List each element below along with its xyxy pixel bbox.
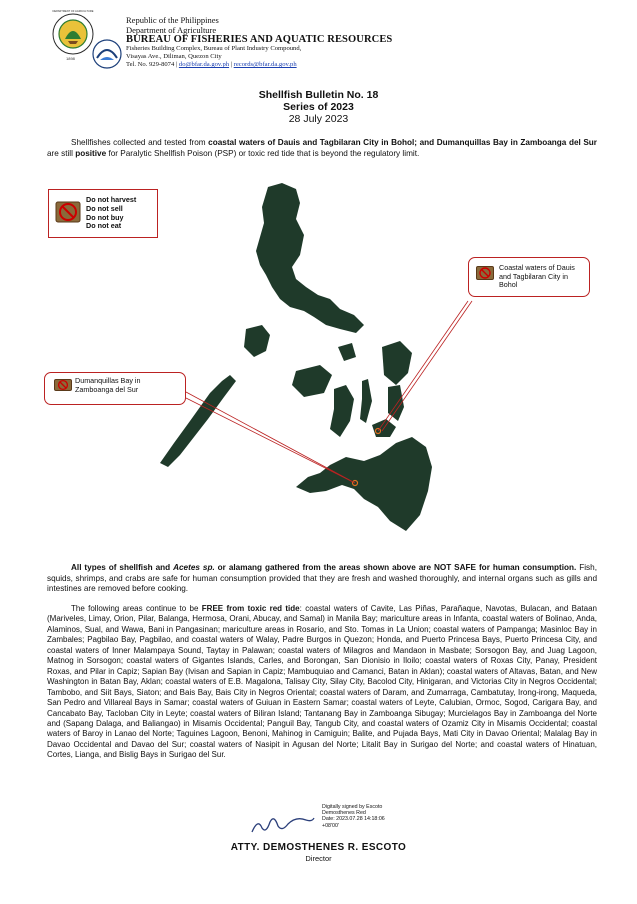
free-text-1: The following areas continue to be [71, 604, 202, 613]
department-line: Department of Agriculture [126, 25, 217, 35]
email-link-do[interactable]: do@bfar.da.gov.ph [178, 61, 230, 68]
zamboanga-callout-text: Dumanquillas Bay in Zamboanga del Sur [75, 376, 141, 394]
warning-line: Do not sell [86, 203, 123, 213]
stamp-line: +08'00' [322, 822, 339, 829]
free-heading: FREE from toxic red tide [201, 604, 300, 613]
bohol-callout [468, 257, 590, 297]
telephone: Tel. No. 929-8074 [126, 61, 175, 68]
address-line-1: Fisheries Building Complex, Bureau of Plant Industry Compound, [126, 45, 302, 52]
bulletin-series: Series of 2023 [283, 101, 354, 113]
zamboanga-callout [44, 372, 186, 405]
free-areas-list: : coastal waters of Cavite, Las Piñas, Parañaque, Navotas, Bulacan, and Bataan (Mariveles, Limay, Orion, Pilar, Balanga, Hermosa, Orani, Abucay, and Samal) in Manila Bay; mariculture areas in Infanta, coastal waters of Bolinao, Anda, Alaminos, Sual, and Wawa, Bani in Pangasinan; mariculture areas in Rosario, and Sto. Tomas in La Union; coastal waters of Pampanga; Masinloc Bay in Zambales; Pagbilao Bay, Pagbilao, and coastal waters of Walay, Padre Burgos in Quezon; Honda, and Puerto Princesa Bays, Puerto Princesa City, and coastal waters of Inner Malampaya Sound, Taytay in Palawan; coastal waters of Milagros and Mandaon in Masbate; Sorsogon Bay, and Juag Lagoon, Matnog in Sorsogon; coastal waters of Gigantes Islands, Carles, and Borongan, San Dionisio in Iloilo; coastal waters of Roxas City, Panay, President Roxas, and Pilar in Capiz; Sapian Bay (Ivisan and Sapian in Capiz; Mambuquiao and Camanci, Batan in Aklan); coastal waters of Altavas, Batan, and New Washington in Batan Bay, Aklan; coastal waters of E.B. Magalona, Talisay City, Silay City, Bacolod City, Hinigaran, and Victorias City in Negros Occidental; Tambobo, and Siit Bays, Siaton; and Bais Bay, Bais City in Negros Oriental; coastal waters of Daram, and Zumarraga, Cambatutay, Irong-irong, Maqueda, San Pedro and Villareal Bays in Samar; coastal waters of Guiuan in Eastern Samar; coastal waters of Leyte, Calubian, Ormoc, Sogod, Carigara Bay, and Cancabato Bay, Tacloban City in Leyte; coastal waters of Biliran Island; Tantanang Bay in Zamboanga Sibugay; Murcielagos Bay in Zamboanga del Norte and (Sapang Dalaga, and Baliangao) in Misamis Occidental; Panguil Bay, Tangub City, and coastal waters of Ozamiz City in Misamis Occidental; coastal waters of Baroy in Lanao del Norte; Taguines Lagoon, Benoni, Mahinog in Camiguin; Balite, and Pujada Bays, Mati City in Davao Oriental; Malalag Bay in Davao Occidental and Davao del Sur; coastal waters of Nasipit in Agusan del Norte; Litalit Bay in Surigao del Norte; and coastal waters of Hinatuan, Cortes, Lianga, and Bislig Bays in Surigao del Sur. [47, 604, 597, 760]
logo-year: 1898 [66, 56, 75, 61]
intro-text-3: for Paralytic Shellfish Poison (PSP) or toxic red tide that is beyond the regulatory limit. [106, 148, 420, 158]
da-logo-text: DEPARTMENT OF AGRICULTURE [52, 10, 94, 13]
bohol-callout-text: Coastal waters of Dauis and Tagbilaran City in Bohol [499, 263, 575, 290]
signatory-name: ATTY. DEMOSTHENES R. ESCOTO [230, 842, 407, 853]
stamp-line: Digitally signed by Escoto [322, 804, 383, 810]
intro-affected-areas: coastal waters of Dauis and Tagbilaran City in Bohol; and Dumanquillas Bay in Zamboanga del Sur [208, 138, 597, 147]
warning-line: Do not harvest [86, 195, 137, 204]
email-link-records[interactable]: records@bfar.da.gov.ph [233, 61, 297, 68]
address-line-2: Visayas Ave., Diliman, Quezon City [126, 53, 222, 60]
stamp-line: Date: 2023.07.28 14:18:06 [322, 816, 385, 823]
contact-line: Tel. No. 929-8074 | do@bfar.da.gov.ph | records@bfar.da.gov.ph [126, 61, 297, 68]
intro-text-2: are still [47, 148, 76, 158]
unsafe-bold-1: All types of shellfish and [71, 563, 174, 572]
unsafe-bold-2: or alamang gathered from the areas shown above are NOT SAFE for human consumption. [214, 563, 577, 572]
digital-signature-stamp [322, 804, 385, 829]
bureau-name: BUREAU OF FISHERIES AND AQUATIC RESOURCES [126, 34, 393, 45]
intro-positive: positive [75, 148, 107, 158]
free-areas-paragraph [47, 604, 597, 761]
intro-text-1: Shellfishes collected and tested from [71, 138, 209, 147]
bulletin-date: 28 July 2023 [288, 113, 349, 125]
bulletin-number: Shellfish Bulletin No. 18 [258, 89, 379, 101]
unsafe-text: Fish, squids, shrimps, and crabs are safe for human consumption provided that they are fresh and washed thoroughly, and internal organs such as gills and intestines are removed before cooking. [47, 563, 597, 593]
warning-line: Do not buy [86, 212, 124, 222]
stamp-line: Demosthenes Red [322, 810, 366, 817]
signature-scribble [248, 808, 318, 836]
shellfish-icon [54, 379, 72, 391]
warning-line: Do not eat [86, 221, 122, 231]
unsafe-paragraph [47, 563, 597, 595]
acetes-italic: Acetes sp. [173, 563, 215, 572]
signatory-title: Director [305, 854, 332, 863]
republic-line: Republic of the Philippines [126, 15, 219, 25]
shellfish-icon [476, 266, 494, 280]
